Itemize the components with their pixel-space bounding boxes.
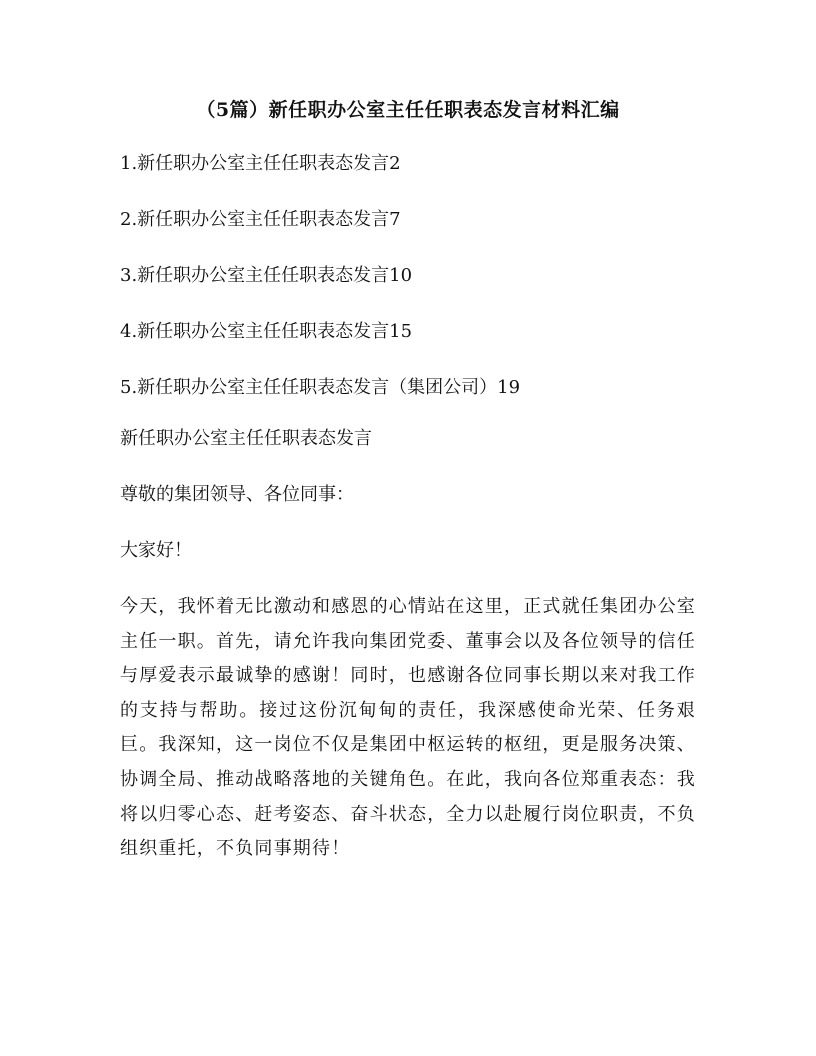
toc-item-1: 1.新任职办公室主任任职表态发言2	[120, 153, 401, 174]
document-title: （5篇）新任职办公室主任任职表态发言材料汇编	[196, 99, 620, 121]
toc-item-3: 3.新任职办公室主任任职表态发言10	[120, 265, 413, 286]
table-of-contents	[120, 150, 696, 430]
toc-item-2: 2.新任职办公室主任任职表态发言7	[120, 209, 401, 230]
salutation: 尊敬的集团领导、各位同事：	[120, 484, 354, 505]
toc-item-4: 4.新任职办公室主任任职表态发言15	[120, 321, 413, 342]
greeting: 大家好！	[120, 540, 192, 561]
body-paragraph: 今天，我怀着无比激动和感恩的心情站在这里，正式就任集团办公室主任一职。首先，请允许我向集团党委、董事会以及各位领导的信任与厚爱表示最诚挚的感谢！同时，也感谢各位同事长期以来对我工作的支持与帮助。接过这份沉甸甸的责任，我深感使命光荣、任务艰巨。我深知，这一岗位不仅是集团中枢运转的枢纽，更是服务决策、协调全局、推动战略落地的关键角色。在此，我向各位郑重表态：我将以归零心态、赶考姿态、奋斗状态，全力以赴履行岗位职责，不负组织重托，不负同事期待！	[120, 596, 696, 860]
section-heading: 新任职办公室主任任职表态发言	[120, 428, 372, 449]
toc-item-5: 5.新任职办公室主任任职表态发言（集团公司）19	[120, 377, 521, 398]
